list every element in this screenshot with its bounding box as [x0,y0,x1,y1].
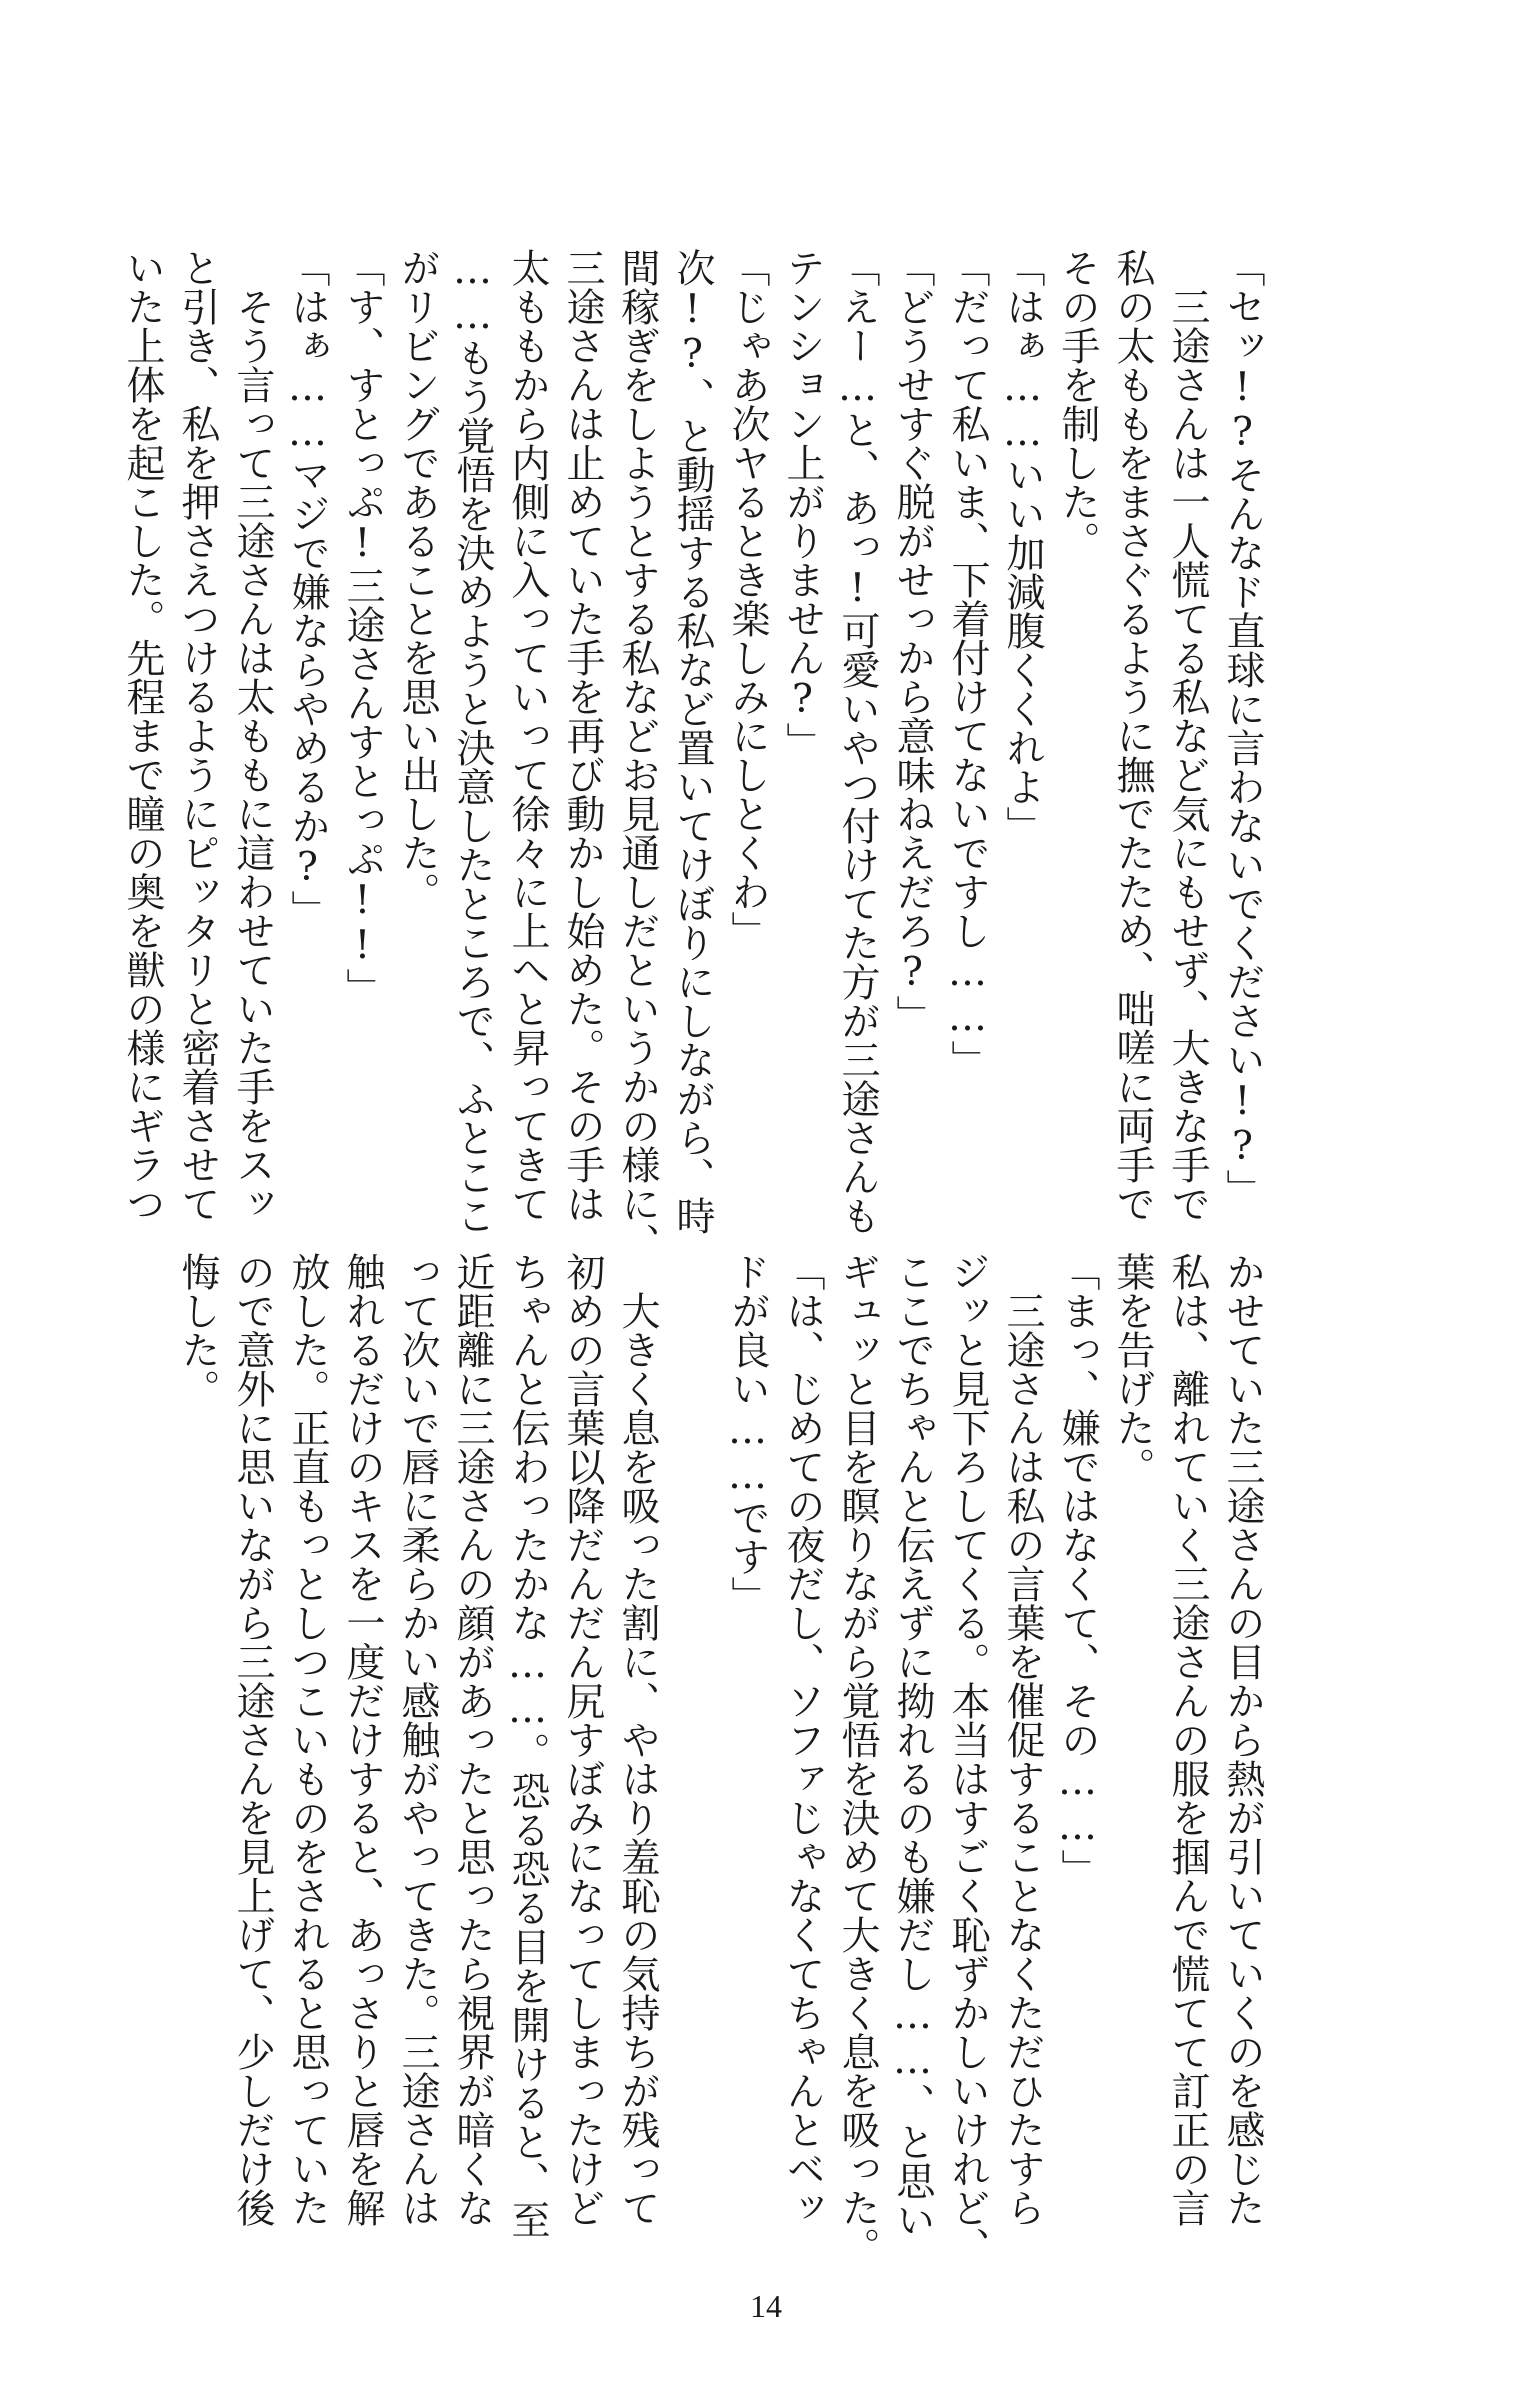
text-column: かせていた三途さんの目から熱が引いていくのを感じた [1220,1252,1265,2227]
text-column: 私は、離れていく三途さんの服を掴んで慌てて訂正の言 [1165,1252,1210,2227]
text-column: ここでちゃんと伝えずに拗れるのも嫌だし……、と思い [890,1252,935,2239]
text-column: 大きく息を吸った割に、やはり羞恥の気持ちが残って [615,1252,660,2227]
text-column: そう言って三途さんは太ももに這わせていた手をスッ [230,248,275,1223]
text-column: 「まっ、嫌ではなくて、その……」 [1055,1252,1100,1888]
text-column: 葉を告げた。 [1110,1252,1155,1486]
text-column: テンション上がりません?」 [780,248,825,761]
text-column: 私の太ももをまさぐるように撫でたため、咄嗟に両手で [1110,248,1155,1223]
text-column: 近距離に三途さんの顔があったと思ったら視界が暗くな [450,1252,495,2227]
text-column: 太ももから内側に入っていって徐々に上へと昇ってきて [505,248,550,1223]
text-column: ので意外に思いながら三途さんを見上げて、少しだけ後 [230,1252,275,2227]
text-column: って次いで唇に柔らかい感触がやってきた。三途さんは [395,1252,440,2227]
text-column: 次!?、と動揺する私など置いてけぼりにしながら、時 [670,248,715,1235]
text-column: いた上体を起こした。先程まで瞳の奥を獣の様にギラつ [120,248,165,1223]
text-column: 「す、すとっぷ!三途さんすとっぷ!!」 [340,248,385,1007]
text-column: 悔した。 [175,1252,220,1408]
text-column: 「はぁ……いい加減腹くくれよ」 [1000,248,1045,845]
text-column: と引き、私を押さえつけるようにピッタリと密着させて [175,248,220,1223]
text-column [665,1252,720,2212]
text-column: ドが良い……です」 [725,1252,770,1615]
text-column: ギュッと目を瞑りながら覚悟を決めて大きく息を吸った。 [835,1252,880,2266]
text-column: 「じゃあ次ヤるとき楽しみにしとくわ」 [725,248,770,950]
text-column: 「は、じめての夜だし、ソファじゃなくてちゃんとベッ [780,1252,825,2227]
text-column: 三途さんは一人慌てる私など気にもせず、大きな手で [1165,248,1210,1223]
text-column: 放した。正直もっとしつこいものをされると思っていた [285,1252,330,2227]
text-column: がリビングであることを思い出した。 [395,248,440,911]
lower-text-block [170,1252,1270,2266]
text-column: 「セッ!?そんなド直球に言わないでください!?」 [1220,248,1265,1208]
text-column: 「どうせすぐ脱がせっから意味ねえだろ?」 [890,248,935,1034]
text-column: 「だって私いま、下着付けてないですし……」 [945,248,990,1079]
text-column: 三途さんは私の言葉を催促することなくただひたすら [1000,1252,1045,2227]
text-column: ジッと見下ろしてくる。本当はすごく恥ずかしいけれど、 [945,1252,990,2266]
text-column: 初めの言葉以降だんだん尻すぼみになってしまったけど [560,1252,605,2227]
page-number: 14 [750,2288,782,2324]
text-column: 間稼ぎをしようとする私などお見通しだというかの様に、 [615,248,660,1262]
upper-text-block [115,248,1270,1262]
text-column: 触れるだけのキスを一度だけすると、あっさりと唇を解 [340,1252,385,2227]
text-column: 三途さんは止めていた手を再び動かし始めた。その手は [560,248,605,1223]
text-column: 「えー…と、あっ!可愛いやつ付けてた方が三途さんも [835,248,880,1235]
text-column: ちゃんと伝わったかな……。恐る恐る目を開けると、至 [505,1252,550,2239]
text-column: その手を制した。 [1055,248,1100,560]
text-column: 「はぁ……マジで嫌ならやめるか?」 [285,248,330,929]
text-column: ……もう覚悟を決めようと決意したところで、ふとここ [450,248,495,1235]
